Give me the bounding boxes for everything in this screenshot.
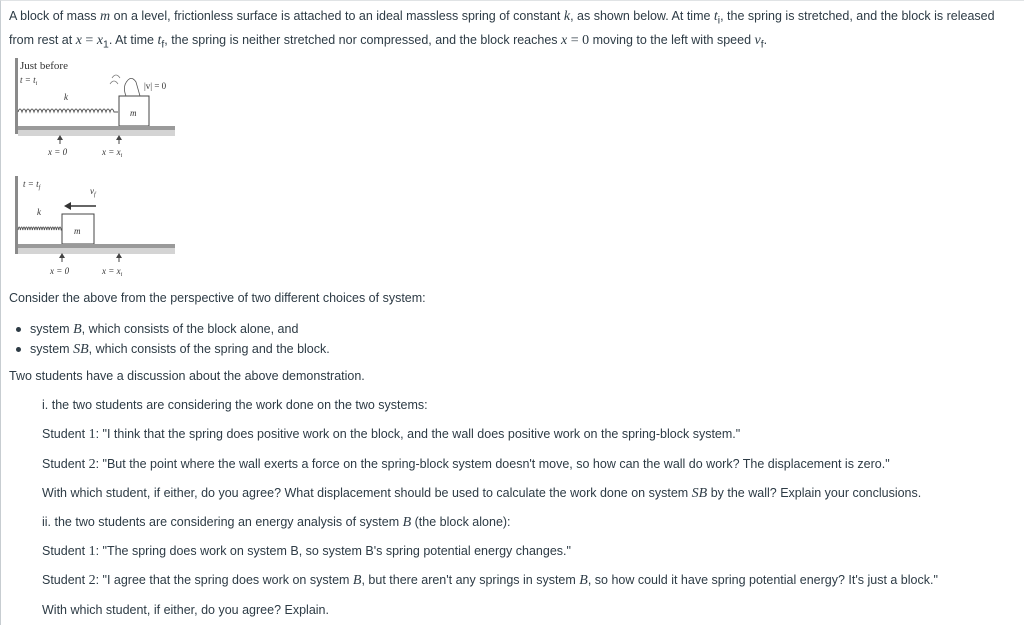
x0-label-top: x = 0	[48, 147, 68, 157]
problem-intro: A block of mass m on a level, frictionless surface is attached to an ideal massless spring of constant k, as shown below. At time $t_i$, the spring is stretched, and the block is released from rest at $x = x_1$. At time $t_f$, the spring is neither stretched nor compressed, and the block reaches x = 0 moving to the left with speed $v_f$.	[9, 9, 995, 50]
part-ii-heading: ii. the two students are considering an energy analysis of system B (the block alone):	[42, 515, 511, 530]
list-item: system SB, which consists of the spring and the block.	[14, 339, 330, 359]
xi-label-top: $x = x_i$	[102, 147, 123, 159]
spring-k-label-bottom: k	[37, 207, 41, 217]
part-ii-student-1: Student 1: "The spring does work on system B, so system B's spring potential energy changes."	[42, 544, 571, 559]
just-before-label: Just before	[20, 60, 68, 72]
vf-label: $v_f$	[90, 186, 96, 198]
t-ti-label: $t = t_i$	[20, 75, 38, 87]
part-i-question: With which student, if either, do you agree? What displacement should be used to calculate the work done on system SB by the wall? Explain your conclusions.	[42, 486, 922, 501]
part-i-student-1: Student 1: "I think that the spring does positive work on the block, and the wall does positive work on the spring-block system."	[42, 427, 741, 442]
spring-block-figure	[8, 54, 188, 289]
stretched-spring	[18, 109, 118, 112]
part-ii-question: With which student, if either, do you agree? Explain.	[42, 603, 329, 617]
discussion-text: Two students have a discussion about the above demonstration.	[9, 369, 365, 383]
x0-label-bottom: x = 0	[50, 266, 70, 276]
t-tf-label: $t = t_f$	[23, 179, 41, 191]
part-i-heading: i. the two students are considering the work done on the two systems:	[42, 398, 428, 412]
svg-text:m: m	[74, 226, 81, 236]
v-zero-label: |v| = 0	[144, 81, 167, 91]
system-list	[14, 319, 330, 359]
part-ii-student-2: Student 2: "I agree that the spring does work on system B, but there aren't any springs in system B, so how could it have spring potential energy? It's just a block."	[42, 573, 938, 588]
relaxed-spring	[18, 227, 63, 230]
svg-text:m: m	[130, 108, 137, 118]
part-i-student-2: Student 2: "But the point where the wall exerts a force on the spring-block system doesn't move, so how can the wall do work? The displacement is zero."	[42, 457, 890, 472]
consider-text: Consider the above from the perspective of two different choices of system:	[9, 291, 426, 305]
xi-label-bottom: $x = x_i$	[102, 266, 123, 278]
list-item: system B, which consists of the block alone, and	[14, 319, 330, 339]
hand-icon	[124, 78, 140, 96]
spring-k-label: k	[64, 92, 68, 102]
